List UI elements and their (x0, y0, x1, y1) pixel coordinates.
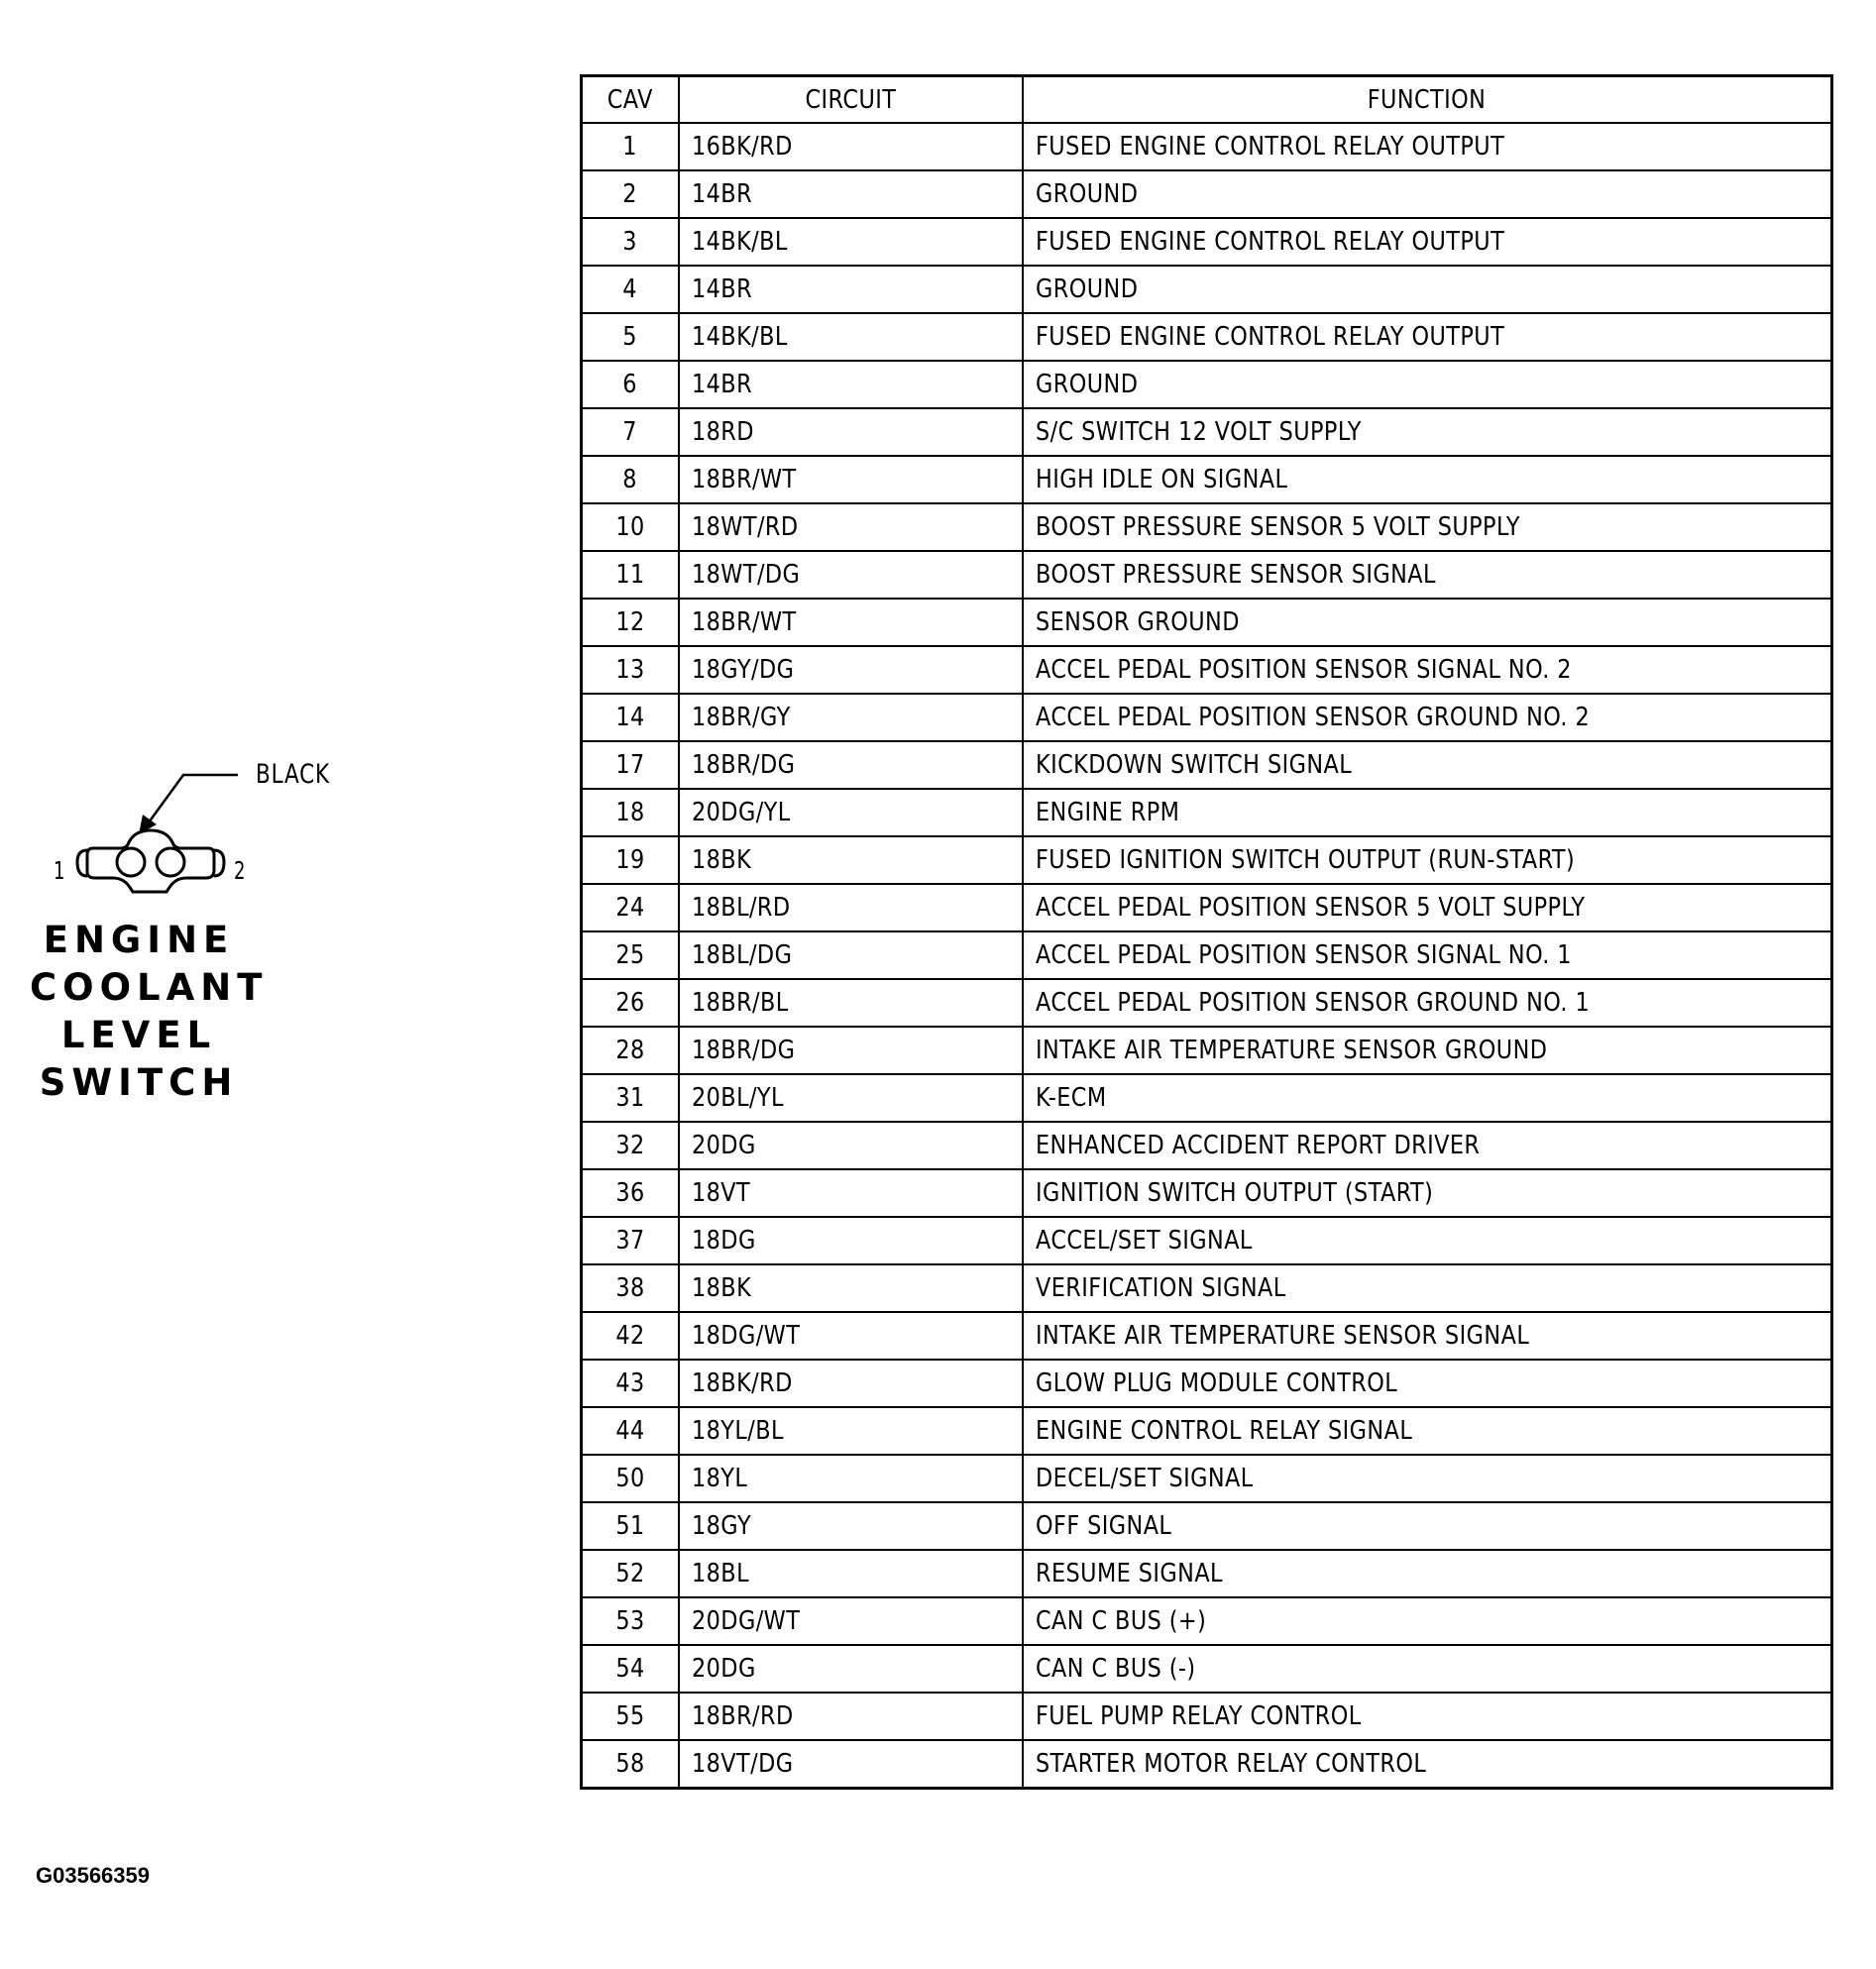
cell-circuit: 18RD (679, 408, 1023, 456)
cell-circuit: 14BK/BL (679, 218, 1023, 266)
cell-cav: 52 (582, 1550, 679, 1597)
cell-circuit: 18BK (679, 1264, 1023, 1312)
cell-circuit: 18VT (679, 1169, 1023, 1217)
cell-function: GROUND (1023, 361, 1832, 408)
cell-function: HIGH IDLE ON SIGNAL (1023, 456, 1832, 503)
connector-name-line: SWITCH (39, 1061, 239, 1104)
cell-circuit: 18BK (679, 836, 1023, 884)
cell-cav: 13 (582, 646, 679, 694)
cell-function: FUEL PUMP RELAY CONTROL (1023, 1693, 1832, 1740)
cell-cav: 11 (582, 551, 679, 599)
table-row (582, 741, 1832, 789)
cell-cav: 50 (582, 1455, 679, 1502)
cell-function: ACCEL PEDAL POSITION SENSOR GROUND NO. 2 (1023, 694, 1832, 741)
cell-circuit: 18DG/WT (679, 1312, 1023, 1360)
cell-circuit: 14BR (679, 170, 1023, 218)
cell-cav: 26 (582, 979, 679, 1027)
cell-function: INTAKE AIR TEMPERATURE SENSOR GROUND (1023, 1027, 1832, 1074)
cell-circuit: 20DG/YL (679, 789, 1023, 836)
cell-function: FUSED IGNITION SWITCH OUTPUT (RUN-START) (1023, 836, 1832, 884)
cell-circuit: 18WT/DG (679, 551, 1023, 599)
cell-function: FUSED ENGINE CONTROL RELAY OUTPUT (1023, 313, 1832, 361)
header-cav: CAV (582, 76, 679, 124)
table-row (582, 313, 1832, 361)
cell-circuit: 16BK/RD (679, 123, 1023, 170)
cell-function: STARTER MOTOR RELAY CONTROL (1023, 1740, 1832, 1789)
table-row (582, 599, 1832, 646)
table-row (582, 551, 1832, 599)
connector-name (30, 917, 269, 1107)
pin-label-right: 2 (234, 856, 246, 885)
cell-function: RESUME SIGNAL (1023, 1550, 1832, 1597)
cell-cav: 54 (582, 1645, 679, 1693)
header-function: FUNCTION (1023, 76, 1832, 124)
cell-circuit: 18BL/DG (679, 931, 1023, 979)
cell-function: INTAKE AIR TEMPERATURE SENSOR SIGNAL (1023, 1312, 1832, 1360)
table-body (582, 123, 1832, 1789)
connector-name-line: ENGINE (43, 919, 235, 961)
pin-label-left: 1 (54, 856, 65, 885)
cell-cav: 2 (582, 170, 679, 218)
cell-function: CAN C BUS (+) (1023, 1597, 1832, 1645)
table-row (582, 1360, 1832, 1407)
cell-cav: 38 (582, 1264, 679, 1312)
cell-circuit: 18BR/RD (679, 1693, 1023, 1740)
pinout-table (580, 74, 1833, 1790)
cell-function: ENHANCED ACCIDENT REPORT DRIVER (1023, 1122, 1832, 1169)
cell-cav: 44 (582, 1407, 679, 1455)
cell-function: ENGINE CONTROL RELAY SIGNAL (1023, 1407, 1832, 1455)
cell-cav: 3 (582, 218, 679, 266)
cell-circuit: 18BR/DG (679, 1027, 1023, 1074)
table-row (582, 1312, 1832, 1360)
cell-function: K-ECM (1023, 1074, 1832, 1122)
cell-circuit: 18BR/WT (679, 599, 1023, 646)
cell-cav: 4 (582, 266, 679, 313)
cell-circuit: 18BR/BL (679, 979, 1023, 1027)
cell-function: OFF SIGNAL (1023, 1502, 1832, 1550)
cell-circuit: 18YL/BL (679, 1407, 1023, 1455)
table-row (582, 408, 1832, 456)
cell-circuit: 14BK/BL (679, 313, 1023, 361)
cell-cav: 18 (582, 789, 679, 836)
table-row (582, 266, 1832, 313)
cell-cav: 7 (582, 408, 679, 456)
table-row (582, 1264, 1832, 1312)
cell-function: ACCEL PEDAL POSITION SENSOR SIGNAL NO. 2 (1023, 646, 1832, 694)
table-row (582, 1122, 1832, 1169)
table-row (582, 456, 1832, 503)
table-row (582, 1455, 1832, 1502)
figure-id: G03566359 (36, 1863, 150, 1888)
table-row (582, 1169, 1832, 1217)
cell-function: ACCEL PEDAL POSITION SENSOR 5 VOLT SUPPLY (1023, 884, 1832, 931)
cell-function: GROUND (1023, 170, 1832, 218)
cell-circuit: 20DG (679, 1645, 1023, 1693)
cell-circuit: 18BR/DG (679, 741, 1023, 789)
cell-cav: 58 (582, 1740, 679, 1789)
header-circuit: CIRCUIT (679, 76, 1023, 124)
table-row (582, 218, 1832, 266)
cell-cav: 19 (582, 836, 679, 884)
cell-function: GLOW PLUG MODULE CONTROL (1023, 1360, 1832, 1407)
cell-cav: 1 (582, 123, 679, 170)
table-row (582, 503, 1832, 551)
cell-cav: 6 (582, 361, 679, 408)
cell-function: ACCEL/SET SIGNAL (1023, 1217, 1832, 1264)
cell-function: ACCEL PEDAL POSITION SENSOR GROUND NO. 1 (1023, 979, 1832, 1027)
cell-cav: 8 (582, 456, 679, 503)
table-row (582, 1407, 1832, 1455)
cell-function: DECEL/SET SIGNAL (1023, 1455, 1832, 1502)
cell-cav: 24 (582, 884, 679, 931)
table-row (582, 884, 1832, 931)
cell-circuit: 18BR/WT (679, 456, 1023, 503)
cell-circuit: 18BR/GY (679, 694, 1023, 741)
table-row (582, 1693, 1832, 1740)
cell-circuit: 18YL (679, 1455, 1023, 1502)
table-row (582, 1217, 1832, 1264)
cell-function: VERIFICATION SIGNAL (1023, 1264, 1832, 1312)
table-row (582, 836, 1832, 884)
table-row (582, 694, 1832, 741)
cell-cav: 5 (582, 313, 679, 361)
table-row (582, 1074, 1832, 1122)
table-row (582, 1740, 1832, 1789)
cell-circuit: 18DG (679, 1217, 1023, 1264)
connector-diagram (20, 753, 377, 912)
cell-circuit: 14BR (679, 361, 1023, 408)
cell-function: ACCEL PEDAL POSITION SENSOR SIGNAL NO. 1 (1023, 931, 1832, 979)
cell-cav: 36 (582, 1169, 679, 1217)
cell-cav: 53 (582, 1597, 679, 1645)
cell-circuit: 18GY/DG (679, 646, 1023, 694)
cell-circuit: 18WT/RD (679, 503, 1023, 551)
table-header-row (582, 76, 1832, 124)
cell-cav: 12 (582, 599, 679, 646)
table-row (582, 789, 1832, 836)
cell-circuit: 18BL (679, 1550, 1023, 1597)
cell-cav: 31 (582, 1074, 679, 1122)
cell-function: GROUND (1023, 266, 1832, 313)
connector-name-line: COOLANT (30, 966, 269, 1009)
cell-cav: 37 (582, 1217, 679, 1264)
cell-function: ENGINE RPM (1023, 789, 1832, 836)
cell-circuit: 20DG/WT (679, 1597, 1023, 1645)
cell-function: KICKDOWN SWITCH SIGNAL (1023, 741, 1832, 789)
cell-circuit: 20BL/YL (679, 1074, 1023, 1122)
cell-function: S/C SWITCH 12 VOLT SUPPLY (1023, 408, 1832, 456)
cell-cav: 25 (582, 931, 679, 979)
cell-cav: 51 (582, 1502, 679, 1550)
cell-function: BOOST PRESSURE SENSOR 5 VOLT SUPPLY (1023, 503, 1832, 551)
cell-function: FUSED ENGINE CONTROL RELAY OUTPUT (1023, 123, 1832, 170)
cell-circuit: 14BR (679, 266, 1023, 313)
cell-function: FUSED ENGINE CONTROL RELAY OUTPUT (1023, 218, 1832, 266)
table-row (582, 979, 1832, 1027)
cell-function: SENSOR GROUND (1023, 599, 1832, 646)
cell-cav: 17 (582, 741, 679, 789)
cell-cav: 42 (582, 1312, 679, 1360)
cell-circuit: 18BL/RD (679, 884, 1023, 931)
table-row (582, 123, 1832, 170)
table-row (582, 1597, 1832, 1645)
table-row (582, 361, 1832, 408)
connector-name-line: LEVEL (60, 1014, 217, 1056)
table-row (582, 1027, 1832, 1074)
cell-circuit: 18GY (679, 1502, 1023, 1550)
cell-circuit: 18VT/DG (679, 1740, 1023, 1789)
cell-cav: 14 (582, 694, 679, 741)
cell-cav: 10 (582, 503, 679, 551)
cell-cav: 43 (582, 1360, 679, 1407)
connector-color-label: BLACK (256, 759, 330, 790)
table-row (582, 170, 1832, 218)
cell-cav: 32 (582, 1122, 679, 1169)
table-row (582, 931, 1832, 979)
cell-cav: 55 (582, 1693, 679, 1740)
cell-circuit: 18BK/RD (679, 1360, 1023, 1407)
table-row (582, 1550, 1832, 1597)
cell-function: BOOST PRESSURE SENSOR SIGNAL (1023, 551, 1832, 599)
table-row (582, 646, 1832, 694)
cell-function: CAN C BUS (-) (1023, 1645, 1832, 1693)
cell-cav: 28 (582, 1027, 679, 1074)
cell-function: IGNITION SWITCH OUTPUT (START) (1023, 1169, 1832, 1217)
table-row (582, 1645, 1832, 1693)
table-row (582, 1502, 1832, 1550)
cell-circuit: 20DG (679, 1122, 1023, 1169)
